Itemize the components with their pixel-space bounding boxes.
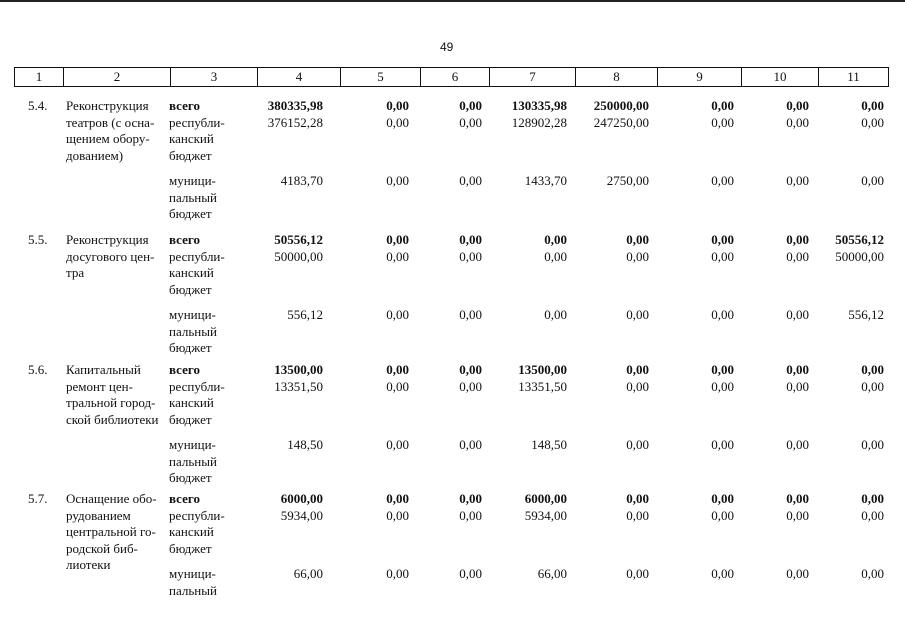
value-cell: 0,00	[711, 437, 734, 452]
value-cell: 0,00	[786, 173, 809, 188]
row-name	[66, 98, 154, 164]
value-cell: 0,00	[626, 307, 649, 322]
row-name-line: Реконструкция	[66, 98, 149, 113]
value-cell: 50000,00	[835, 248, 884, 264]
header-cell: 4	[257, 68, 340, 86]
value-cell: 2750,00	[606, 173, 649, 188]
value-cell: 0,00	[861, 507, 884, 523]
value-cell: 0,00	[459, 378, 482, 394]
value-cell: 0,00	[386, 507, 409, 523]
value-cell: 0,00	[861, 378, 884, 394]
header-cell: 5	[340, 68, 420, 86]
value-cell: 0,00	[626, 566, 649, 581]
value-cell: 13351,50	[274, 378, 323, 394]
value-cell: 0,00	[861, 491, 884, 506]
value-cell: 13351,50	[518, 378, 567, 394]
value-cell: 0,00	[786, 378, 809, 394]
row-name-line: тра	[66, 265, 85, 280]
value-cell: 0,00	[386, 232, 409, 247]
value-cell: 0,00	[459, 114, 482, 130]
header-cell: 10	[741, 68, 818, 86]
budget-label	[169, 566, 217, 599]
value-cell: 0,00	[861, 114, 884, 130]
budget-label-line: канский	[169, 131, 214, 146]
value-cell: 66,00	[293, 566, 323, 581]
row-name-line: Оснащение обо-	[66, 491, 157, 506]
value-cell: 50556,12	[835, 232, 884, 247]
row-name	[66, 362, 159, 428]
value-cell: 0,00	[786, 248, 809, 264]
row-name-line: Реконструкция	[66, 232, 149, 247]
budget-label-line: муници-	[169, 437, 216, 452]
budget-label-line: муници-	[169, 307, 216, 322]
budget-label-line: муници-	[169, 173, 216, 188]
budget-label	[169, 115, 225, 165]
row-name-line: ской библиотеки	[66, 411, 159, 427]
value-cell: 0,00	[544, 232, 567, 247]
row-name-line: рудованием	[66, 507, 131, 523]
value-cell: 0,00	[544, 248, 567, 264]
value-cell: 13500,00	[274, 362, 323, 377]
row-name	[66, 232, 154, 282]
value-cell: 0,00	[786, 232, 809, 247]
value-cell: 0,00	[386, 98, 409, 113]
row-name-line: центральной го-	[66, 524, 156, 539]
value-cell: 0,00	[861, 173, 884, 188]
row-name	[66, 491, 157, 574]
budget-label-line: бюджет	[169, 411, 212, 427]
budget-label-line: пальный	[169, 453, 217, 469]
value-cell: 0,00	[386, 362, 409, 377]
value-cell: 0,00	[711, 98, 734, 113]
budget-label-line: пальный	[169, 582, 217, 598]
value-cell: 0,00	[459, 491, 482, 506]
value-cell: 50556,12	[274, 232, 323, 247]
value-cell: 0,00	[861, 98, 884, 113]
value-cell: 0,00	[786, 491, 809, 506]
budget-label-line: муници-	[169, 566, 216, 581]
value-cell: 0,00	[459, 173, 482, 188]
value-cell: 0,00	[711, 114, 734, 130]
value-cell: 0,00	[711, 566, 734, 581]
value-cell: 0,00	[386, 173, 409, 188]
value-cell: 0,00	[386, 307, 409, 322]
value-cell: 0,00	[626, 491, 649, 506]
budget-label-line: пальный	[169, 323, 217, 339]
value-cell: 556,12	[848, 307, 884, 322]
value-cell: 0,00	[786, 114, 809, 130]
value-cell: 0,00	[711, 491, 734, 506]
value-cell: 0,00	[459, 362, 482, 377]
row-number: 5.7.	[28, 491, 48, 506]
budget-label-line: бюджет	[169, 540, 212, 556]
value-cell: 0,00	[626, 232, 649, 247]
value-cell: 0,00	[459, 566, 482, 581]
value-cell: 0,00	[386, 437, 409, 452]
budget-label-line: канский	[169, 524, 214, 539]
value-cell: 130335,98	[511, 98, 567, 113]
budget-label	[169, 173, 217, 223]
value-cell: 250000,00	[593, 98, 649, 113]
row-name-line: досугового цен-	[66, 248, 155, 264]
value-cell: 5934,00	[280, 507, 323, 523]
value-cell: 0,00	[459, 248, 482, 264]
value-cell: 50000,00	[274, 248, 323, 264]
value-cell: 0,00	[711, 307, 734, 322]
value-cell: 0,00	[626, 248, 649, 264]
budget-label	[169, 232, 200, 249]
value-cell: 0,00	[626, 437, 649, 452]
value-cell: 128902,28	[511, 114, 567, 130]
row-number: 5.4.	[28, 98, 48, 113]
budget-label-line: бюджет	[169, 340, 212, 355]
value-cell: 0,00	[786, 362, 809, 377]
table-header	[14, 67, 889, 87]
value-cell: 66,00	[537, 566, 567, 581]
value-cell: 0,00	[786, 507, 809, 523]
value-cell: 0,00	[459, 507, 482, 523]
row-number: 5.5.	[28, 232, 48, 247]
value-cell: 0,00	[386, 248, 409, 264]
row-name-line: тральной город-	[66, 395, 156, 410]
budget-label-line: бюджет	[169, 147, 212, 163]
budget-label	[169, 491, 200, 508]
value-cell: 4183,70	[280, 173, 323, 188]
value-cell: 0,00	[711, 248, 734, 264]
budget-label-line: канский	[169, 395, 214, 410]
value-cell: 5934,00	[524, 507, 567, 523]
value-cell: 0,00	[786, 307, 809, 322]
header-cell: 11	[818, 68, 888, 86]
value-cell: 556,12	[287, 307, 323, 322]
value-cell: 0,00	[711, 378, 734, 394]
row-name-line: Капитальный	[66, 362, 141, 377]
value-cell: 0,00	[626, 362, 649, 377]
value-cell: 0,00	[786, 98, 809, 113]
value-cell: 247250,00	[593, 114, 649, 130]
value-cell: 6000,00	[524, 491, 567, 506]
value-cell: 0,00	[711, 232, 734, 247]
value-cell: 380335,98	[267, 98, 323, 113]
header-cell: 9	[657, 68, 741, 86]
value-cell: 13500,00	[518, 362, 567, 377]
row-name-line: дованием)	[66, 147, 124, 163]
row-name-line: родской биб-	[66, 540, 138, 556]
value-cell: 0,00	[861, 362, 884, 377]
value-cell: 0,00	[861, 437, 884, 452]
value-cell: 0,00	[459, 437, 482, 452]
header-cell: 7	[489, 68, 575, 86]
top-rule	[0, 0, 905, 2]
value-cell: 0,00	[626, 507, 649, 523]
value-cell: 0,00	[786, 566, 809, 581]
row-name-line: лиотеки	[66, 557, 111, 572]
value-cell: 0,00	[786, 437, 809, 452]
header-cell: 8	[575, 68, 657, 86]
budget-label-line: всего	[169, 98, 200, 113]
value-cell: 148,50	[287, 437, 323, 452]
header-cell: 2	[63, 68, 170, 86]
header-cell: 6	[420, 68, 489, 86]
value-cell: 0,00	[459, 307, 482, 322]
budget-label-line: пальный	[169, 189, 217, 205]
budget-label-line: всего	[169, 232, 200, 247]
value-cell: 0,00	[386, 566, 409, 581]
value-cell: 0,00	[711, 507, 734, 523]
value-cell: 0,00	[459, 232, 482, 247]
budget-label-line: республи-	[169, 378, 225, 394]
value-cell: 0,00	[386, 491, 409, 506]
header-cell: 1	[35, 69, 43, 84]
value-cell: 0,00	[386, 114, 409, 130]
value-cell: 1433,70	[524, 173, 567, 188]
value-cell: 0,00	[626, 378, 649, 394]
page-number: 49	[440, 40, 454, 54]
budget-label	[169, 437, 217, 487]
budget-label-line: бюджет	[169, 206, 212, 221]
row-name-line: театров (с осна-	[66, 114, 155, 130]
budget-label	[169, 98, 200, 115]
row-name-line: ремонт цен-	[66, 378, 133, 394]
budget-label-line: республи-	[169, 114, 225, 130]
value-cell: 376152,28	[267, 114, 323, 130]
row-name-line: щением обору-	[66, 131, 150, 146]
budget-label-line: канский	[169, 265, 214, 280]
budget-label-line: республи-	[169, 507, 225, 523]
header-cell: 3	[170, 68, 257, 86]
budget-label-line: бюджет	[169, 470, 212, 485]
value-cell: 148,50	[531, 437, 567, 452]
row-number: 5.6.	[28, 362, 48, 377]
budget-label	[169, 362, 200, 379]
value-cell: 0,00	[544, 307, 567, 322]
budget-label-line: республи-	[169, 248, 225, 264]
budget-label-line: бюджет	[169, 281, 212, 297]
budget-label	[169, 249, 225, 299]
budget-label	[169, 307, 217, 357]
budget-label-line: всего	[169, 491, 200, 506]
budget-label	[169, 379, 225, 429]
value-cell: 0,00	[711, 362, 734, 377]
value-cell: 6000,00	[280, 491, 323, 506]
value-cell: 0,00	[861, 566, 884, 581]
budget-label	[169, 508, 225, 558]
budget-label-line: всего	[169, 362, 200, 377]
value-cell: 0,00	[459, 98, 482, 113]
value-cell: 0,00	[711, 173, 734, 188]
value-cell: 0,00	[386, 378, 409, 394]
